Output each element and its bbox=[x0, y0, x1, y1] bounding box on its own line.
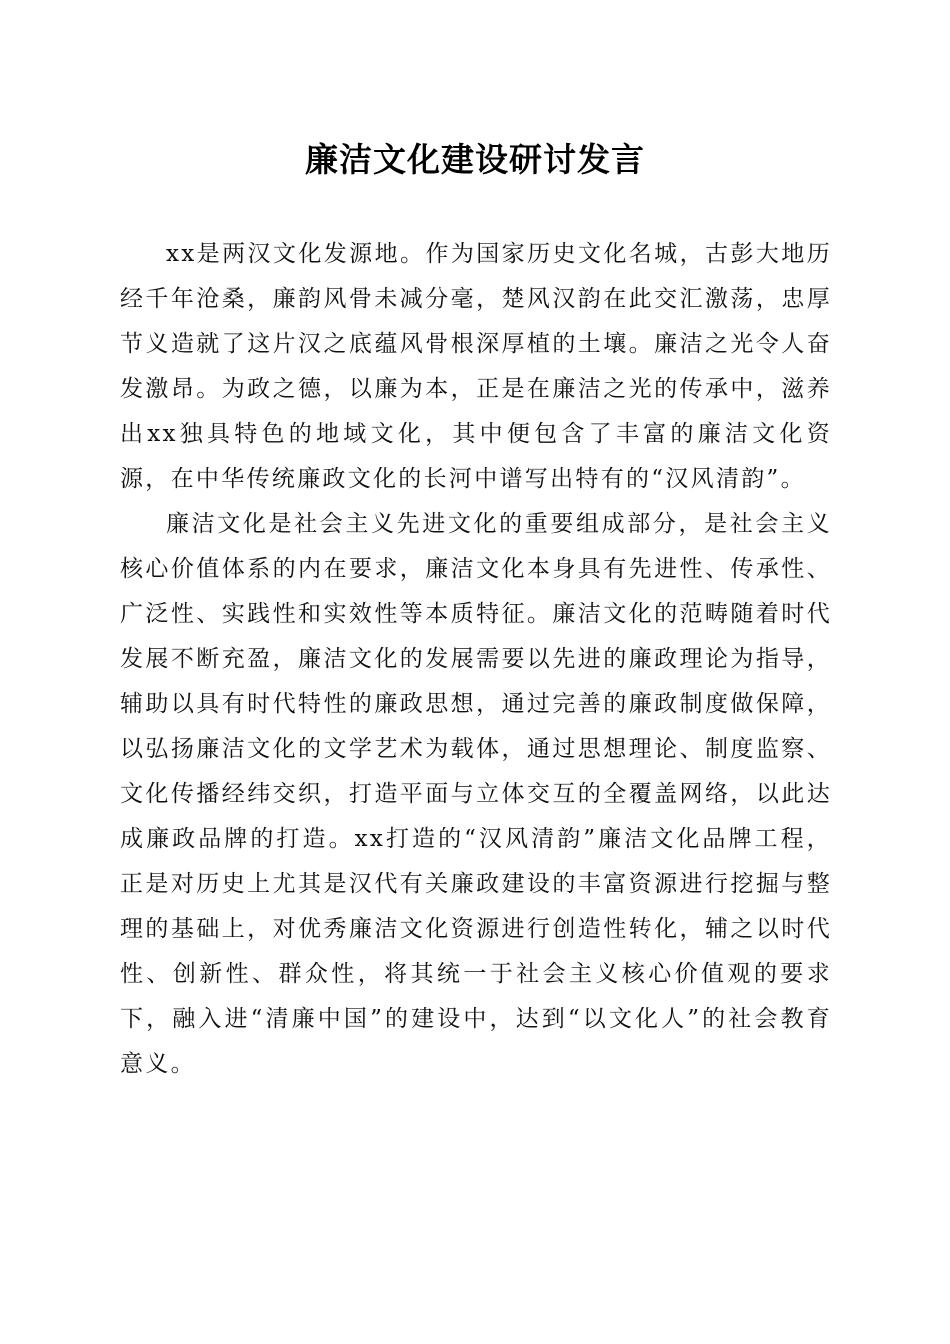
paragraph-1: xx是两汉文化发源地。作为国家历史文化名城，古彭大地历经千年沧桑，廉韵风骨未减分毫，楚风汉韵在此交汇激荡，忠厚节义造就了这片汉之底蕴风骨根深厚植的土壤。廉洁之光令人奋发激昂。为政之德，以廉为本，正是在廉洁之光的传承中，滋养出xx独具特色的地域文化，其中便包含了丰富的廉洁文化资源，在中华传统廉政文化的长河中谱写出特有的“汉风清韵”。 bbox=[120, 241, 832, 492]
paragraph-2: 廉洁文化是社会主义先进文化的重要组成部分，是社会主义核心价值体系的内在要求，廉洁文化本身具有先进性、传承性、广泛性、实践性和实效性等本质特征。廉洁文化的范畴随着时代发展不断充盈，廉洁文化的发展需要以先进的廉政理论为指导，辅助以具有时代特性的廉政思想，通过完善的廉政制度做保障，以弘扬廉洁文化的文学艺术为载体，通过思想理论、制度监察、文化传播经纬交织，打造平面与立体交互的全覆盖网络，以此达成廉政品牌的打造。xx打造的“汉风清韵”廉洁文化品牌工程，正是对历史上尤其是汉代有关廉政建设的丰富资源进行挖掘与整理的基础上，对优秀廉洁文化资源进行创造性转化，辅之以时代性、创新性、群众性，将其统一于社会主义核心价值观的要求下，融入进“清廉中国”的建设中，达到“以文化人”的社会教育意义。 bbox=[120, 511, 832, 1077]
document-title: 廉洁文化建设研讨发言 bbox=[305, 140, 645, 179]
document-body bbox=[120, 232, 832, 1087]
